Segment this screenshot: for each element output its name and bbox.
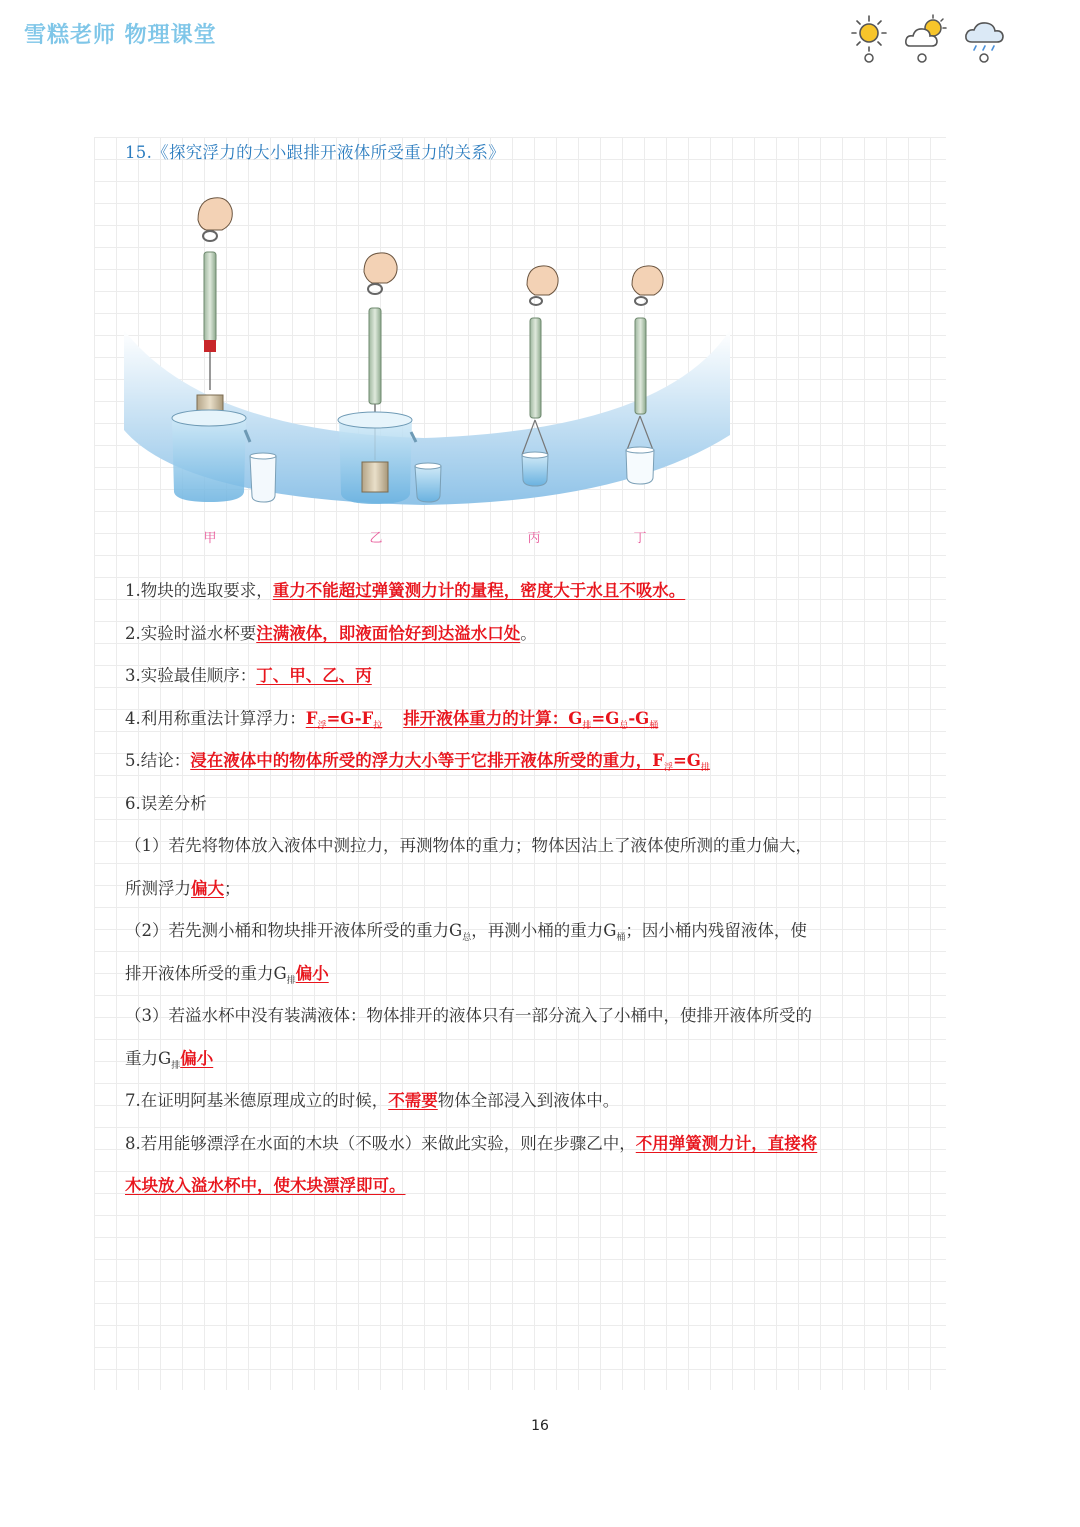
setup-yi — [338, 253, 441, 504]
partly-cloudy-icon — [902, 14, 952, 66]
item-6-3-answer: 偏小 — [180, 1048, 214, 1068]
item-6-1-tail: ； — [224, 878, 241, 898]
figure-label-yi: 乙 — [369, 531, 383, 546]
item-3 — [125, 660, 925, 703]
item-6-2-text: （2）若先测小桶和物块排开液体所受的重力G — [125, 921, 463, 940]
item-6-2-answer: 偏小 — [295, 963, 329, 983]
item-6-3-cont-text: 重力G — [125, 1048, 172, 1068]
formula-symbol: =G — [591, 708, 620, 728]
rain-cloud-icon — [962, 14, 1012, 66]
item-5 — [125, 745, 925, 788]
formula-subscript: 排 — [286, 975, 296, 986]
item-7-text: 7.在证明阿基米德原理成立的时候， — [125, 1091, 389, 1110]
item-4 — [125, 703, 925, 746]
item-7 — [125, 1085, 925, 1128]
item-6-2-text-tail: ；因小桶内残留液体，使 — [625, 921, 807, 940]
item-6-1-cont — [125, 873, 925, 916]
section-heading: 15.《探究浮力的大小跟排开液体所受重力的关系》 — [125, 143, 505, 162]
item-2-text: 2.实验时溢水杯要 — [125, 623, 257, 643]
formula-subscript: 总 — [462, 933, 472, 943]
item-6-2-cont — [125, 958, 925, 1001]
formula-subscript: 排 — [582, 720, 592, 731]
formula-symbol: =G-F — [326, 708, 374, 728]
item-3-answer: 丁、甲、乙、丙 — [256, 666, 372, 685]
item-5-text: 5.结论： — [125, 751, 191, 770]
formula-subscript: 浮 — [317, 720, 327, 731]
item-8-text: 8.若用能够漂浮在水面的木块（不吸水）来做此实验，则在步骤乙中， — [125, 1133, 636, 1153]
experiment-figure — [124, 180, 734, 552]
weather-icons — [846, 14, 1016, 66]
item-8-cont — [125, 1170, 925, 1213]
item-6-3-cont — [125, 1043, 925, 1086]
item-2 — [125, 618, 925, 661]
item-6-1 — [125, 830, 925, 873]
formula-subscript: 拉 — [373, 720, 383, 731]
item-3-text: 3.实验最佳顺序： — [125, 666, 257, 685]
item-1-answer: 重力不能超过弹簧测力计的量程，密度大于水且不吸水。 — [272, 581, 686, 600]
item-6 — [125, 788, 925, 831]
formula-subscript: 桶 — [616, 933, 626, 943]
item-8-answer: 不用弹簧测力计，直接将 — [635, 1133, 818, 1153]
item-6-1-answer: 偏大 — [191, 878, 224, 898]
item-6-3 — [125, 1000, 925, 1043]
formula-subscript: 排 — [171, 1060, 181, 1071]
item-6-text: 6.误差分析 — [125, 793, 207, 813]
formula-symbol: F — [305, 708, 318, 728]
sun-icon — [846, 14, 896, 66]
formula-symbol: 排开液体重力的计算：G — [403, 708, 583, 728]
formula-symbol: =G — [672, 751, 701, 770]
item-5-answer — [190, 751, 710, 773]
page-number: 16 — [531, 1418, 549, 1434]
figure-label-bing: 丙 — [527, 531, 541, 546]
figure-label-jia: 甲 — [203, 531, 217, 546]
conclusion-text: 浸在液体中的物体所受的浮力大小等于它排开液体所受的重力，F — [190, 751, 664, 770]
formula-subscript: 排 — [700, 763, 710, 773]
formula-subscript: 总 — [619, 720, 629, 731]
item-6-1-cont-text: 所测浮力 — [125, 878, 191, 898]
formula-subscript: 浮 — [663, 763, 673, 773]
item-4-formula-displaced — [403, 708, 659, 731]
item-4-formula-buoyancy — [305, 708, 383, 731]
item-4-text: 4.利用称重法计算浮力： — [125, 708, 306, 728]
figure-label-ding: 丁 — [633, 531, 647, 546]
item-8 — [125, 1128, 925, 1171]
item-6-2-cont-text: 排开液体所受的重力G — [125, 963, 287, 983]
item-8-answer-cont: 木块放入溢水杯中，使木块漂浮即可。 — [125, 1176, 406, 1195]
item-6-2 — [125, 915, 925, 958]
item-1 — [125, 575, 925, 618]
setup-jia — [172, 198, 276, 502]
content-list — [125, 575, 925, 1213]
item-6-2-text-mid: ，再测小桶的重力G — [471, 921, 617, 940]
formula-subscript: 桶 — [649, 720, 659, 731]
item-7-answer: 不需要 — [388, 1091, 438, 1110]
formula-symbol: -G — [628, 708, 650, 728]
item-2-tail: 。 — [520, 623, 537, 643]
item-7-tail: 物体全部浸入到液体中。 — [437, 1091, 620, 1110]
brand-title: 雪糕老师 物理课堂 — [24, 23, 217, 48]
item-1-text: 1.物块的选取要求， — [125, 581, 273, 600]
item-2-answer: 注满液体，即液面恰好到达溢水口处 — [256, 623, 521, 643]
item-6-3-text: （3）若溢水杯中没有装满液体：物体排开的液体只有一部分流入了小桶中，使排开液体所受的 — [125, 1006, 812, 1025]
item-6-1-text: （1）若先将物体放入液体中测拉力，再测物体的重力；物体因沾上了液体使所测的重力偏大， — [125, 836, 812, 855]
